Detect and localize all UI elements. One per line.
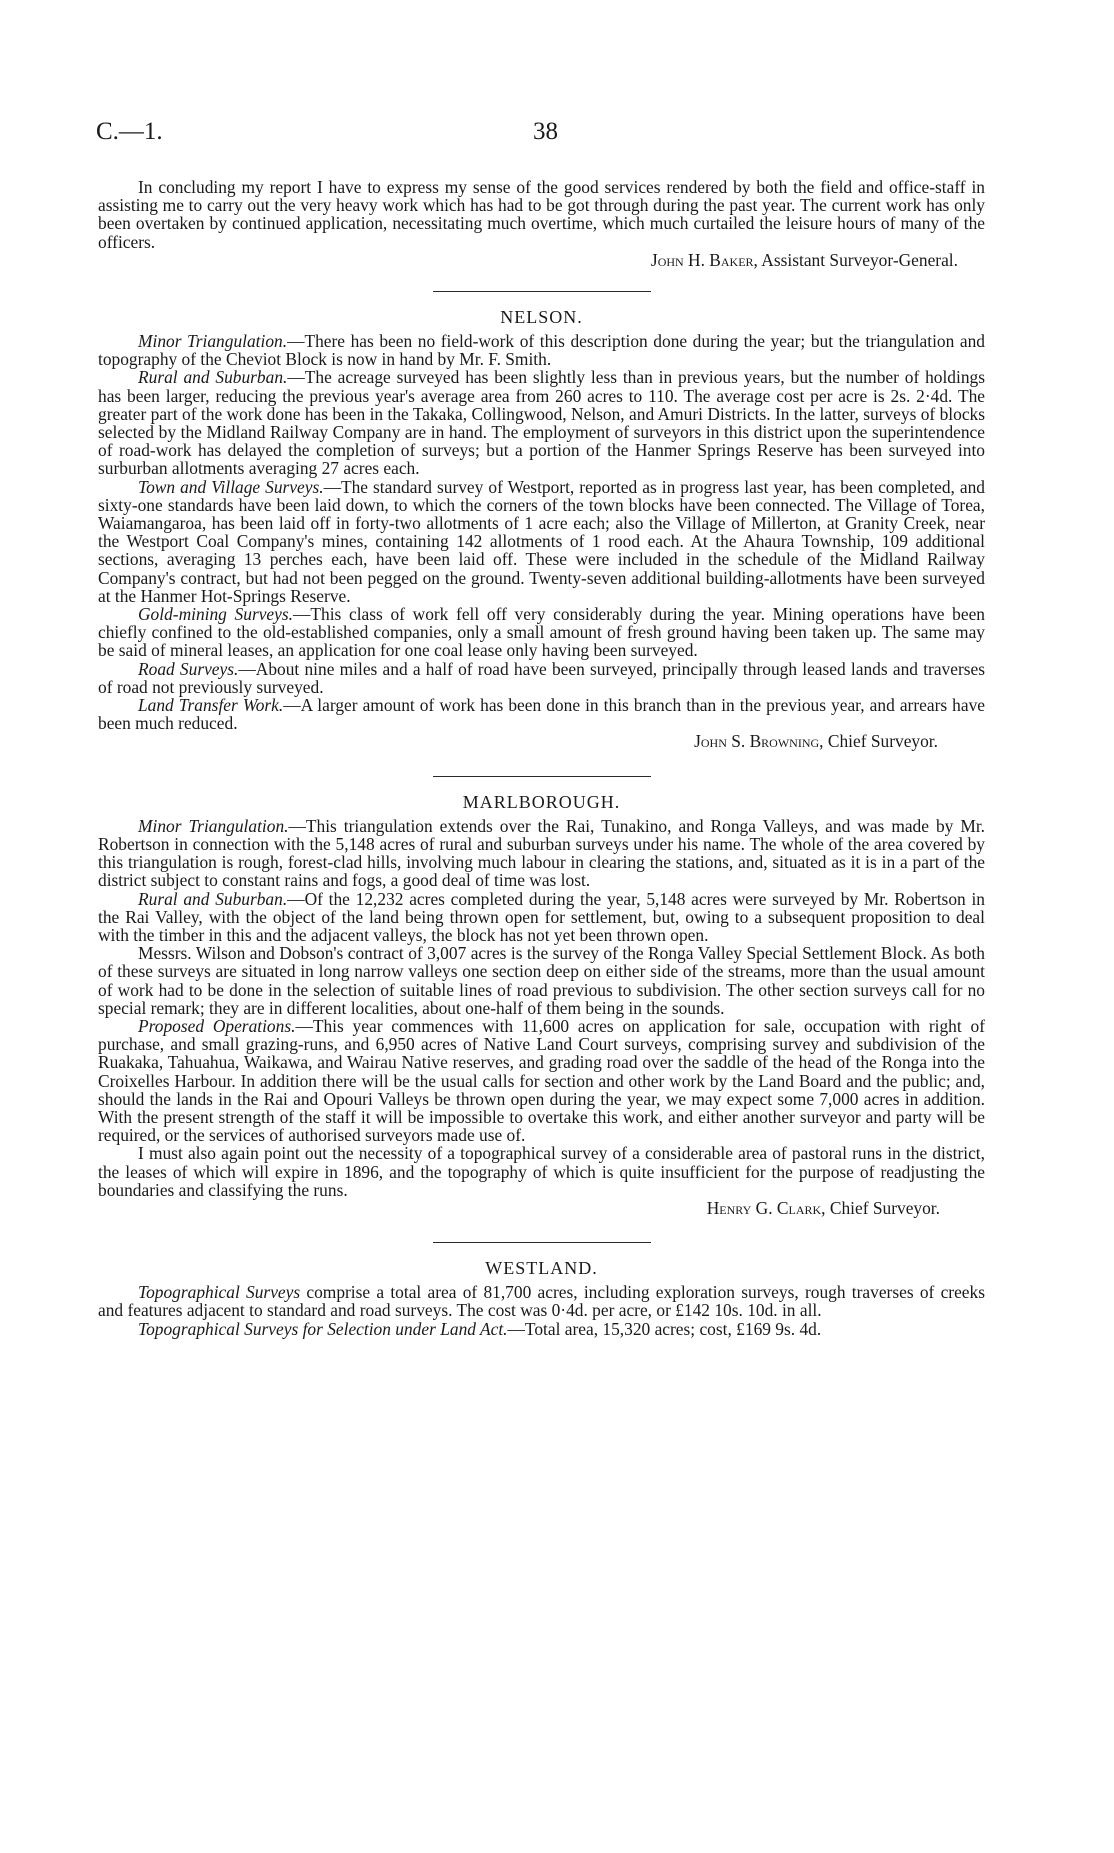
section-heading: WESTLAND.	[485, 1258, 598, 1279]
paragraph-heading: Rural and Suburban.	[138, 367, 288, 388]
paragraph	[98, 1017, 985, 1144]
paragraph-text: comprise a total area of 81,700 acres, including exploration surveys, rough traverses of creeks and features adjacent to standard and road surveys. The cost was 0·4d. per acre, or £142 10s. 10d. in all.	[98, 1282, 985, 1321]
document-body	[98, 178, 985, 1338]
signature	[98, 732, 985, 750]
signature	[98, 1199, 985, 1217]
paragraph-heading: Road Surveys.	[138, 658, 239, 679]
paragraph	[98, 890, 985, 945]
paragraph-text: —About nine miles and a half of road have been surveyed, principally through leased lands and traverses of road not previously surveyed.	[98, 658, 985, 697]
signature-name: John S. Browning,	[694, 731, 824, 752]
nelson-section	[98, 306, 985, 751]
paragraph-text: —A larger amount of work has been done in this branch than in the previous year, and arrears have been much reduced.	[98, 695, 986, 734]
paragraph-heading: Rural and Suburban.	[138, 888, 288, 909]
paragraph-heading: Land Transfer Work.	[138, 695, 284, 716]
paragraph-heading: Minor Triangulation.	[138, 815, 289, 836]
paragraph-text: —The standard survey of Westport, reported as in progress last year, has been completed, and sixty-one standards have been laid down, to which the corners of the town blocks have been connected. The Village of Torea, Waiamangaroa, has been laid off in forty-two allotments of 1 acre each; also the Village of Millerton, at Granity Creek, near the Westport Coal Company's mines, containing 142 allotments of 1 rood each. At the Ahaura Township, 109 additional sections, averaging 13 perches each, have been laid off. These were included in the schedule of the Midland Railway Company's contract, but had not been pegged on the ground. Twenty-seven additional building-allotments have been surveyed at the Hanmer Hot-Springs Reserve.	[98, 476, 985, 606]
paragraph	[98, 368, 985, 477]
paragraph-heading: Minor Triangulation.	[138, 331, 288, 352]
paragraph	[98, 696, 985, 732]
paragraph-text: —Of the 12,232 acres completed during the year, 5,148 acres were surveyed by Mr. Robertson in the Rai Valley, with the object of the land being thrown open for settlement, but, owing to a subsequent proposition to deal with the timber in this and the adjacent valleys, the block has not yet been thrown open.	[98, 888, 985, 945]
signature-title: Chief Surveyor.	[823, 731, 938, 752]
westland-section	[98, 1257, 985, 1338]
paragraph	[98, 817, 985, 890]
document-code: C.—1.	[96, 118, 163, 145]
section-heading: NELSON.	[500, 307, 583, 328]
section-heading: MARLBOROUGH.	[462, 791, 621, 812]
section-divider	[433, 1242, 651, 1243]
paragraph-heading: Topographical Surveys	[138, 1282, 301, 1303]
signature	[98, 251, 985, 269]
signature-name: Henry G. Clark,	[706, 1197, 826, 1218]
paragraph-heading: Topographical Surveys for Selection under Land Act.	[138, 1318, 508, 1339]
paragraph	[98, 332, 985, 368]
paragraph: I must also again point out the necessity of a topographical survey of a considerable area of pastoral runs in the district, the leases of which will expire in 1896, and the topography of which is quite insufficient for the purpose of readjusting the boundaries and classifying the runs.	[98, 1143, 985, 1200]
paragraph-text: —This year commences with 11,600 acres on application for sale, occupation with right of purchase, and small grazing-runs, and 6,950 acres of Native Land Court surveys, comprising survey and subdivision of the Ruakaka, Tahuahua, Waikawa, and Wairau Native reserves, and grading road over the saddle of the head of the Ronga into the Croixelles Harbour. In addition there will be the usual calls for section and other work by the Land Board and the public; and, should the lands in the Rai and Opouri Valleys be thrown open during the year, we may expect some 7,000 acres in addition. With the present strength of the staff it will be impossible to overtake this work, and either another surveyor and party will be required, or the services of authorised surveyors made use of.	[98, 1015, 986, 1146]
page-number: 38	[533, 118, 558, 145]
section-divider	[433, 291, 651, 292]
paragraph	[98, 478, 985, 605]
paragraph-heading: Town and Village Surveys.	[138, 476, 324, 497]
paragraph	[98, 605, 985, 660]
paragraph-heading: Proposed Operations.	[138, 1015, 296, 1036]
paragraph-text: —There has been no field-work of this description done during the year; but the triangulation and topography of the Cheviot Block is now in hand by Mr. F. Smith.	[98, 331, 985, 370]
intro-section	[98, 178, 985, 269]
marlborough-section	[98, 791, 985, 1217]
signature-title: Chief Surveyor.	[825, 1197, 940, 1218]
signature-name: John H. Baker,	[650, 249, 758, 270]
paragraph: Messrs. Wilson and Dobson's contract of 3,007 acres is the survey of the Ronga Valley Special Settlement Block. As both of these surveys are situated in long narrow valleys one section deep on either side of the streams, more than the usual amount of work had to be done in the selection of suitable lines of road previous to subdivision. The other section surveys call for no special remark; they are in different localities, about one-half of them being in the sounds.	[98, 943, 985, 1018]
paragraph-text: —This triangulation extends over the Rai, Tunakino, and Ronga Valleys, and was made by Mr. Robertson in connection with the 5,148 acres of rural and suburban surveys under his name. The whole of the area covered by this triangulation is rough, forest-clad hills, involving much labour in clearing the stations, and, situated as it is in a part of the district subject to constant rains and fogs, a good deal of time was lost.	[98, 815, 985, 891]
paragraph-heading: Gold-mining Surveys.	[138, 604, 293, 625]
paragraph-text: —Total area, 15,320 acres; cost, £169 9s. 4d.	[507, 1318, 822, 1339]
paragraph: In concluding my report I have to express my sense of the good services rendered by both the field and office-staff in assisting me to carry out the very heavy work which has had to be got through during the past year. The current work has only been overtaken by continued application, necessitating much overtime, which much curtailed the leisure hours of many of the officers.	[98, 177, 985, 252]
paragraph-text: —This class of work fell off very considerably during the year. Mining operations have been chiefly confined to the old-established companies, only a small amount of fresh ground having been taken up. The same may be said of mineral leases, an application for one coal lease only having been surveyed.	[98, 604, 985, 661]
signature-title: Assistant Surveyor-General.	[757, 249, 958, 270]
page-header	[96, 118, 996, 152]
paragraph	[98, 660, 985, 696]
section-divider	[433, 776, 651, 777]
paragraph	[98, 1283, 985, 1319]
paragraph	[98, 1320, 985, 1338]
paragraph-text: —The acreage surveyed has been slightly less than in previous years, but the number of holdings has been larger, reducing the previous year's average area from 260 acres to 110. The average cost per acre is 2s. 2·4d. The greater part of the work done has been in the Takaka, Collingwood, Nelson, and Amuri Districts. In the latter, surveys of blocks selected by the Midland Railway Company are in hand. The employment of surveyors in this district upon the superintendence of road-work has delayed the completion of surveys; but a portion of the Hanmer Springs Reserve has been surveyed into surburban allotments averaging 27 acres each.	[98, 367, 985, 479]
